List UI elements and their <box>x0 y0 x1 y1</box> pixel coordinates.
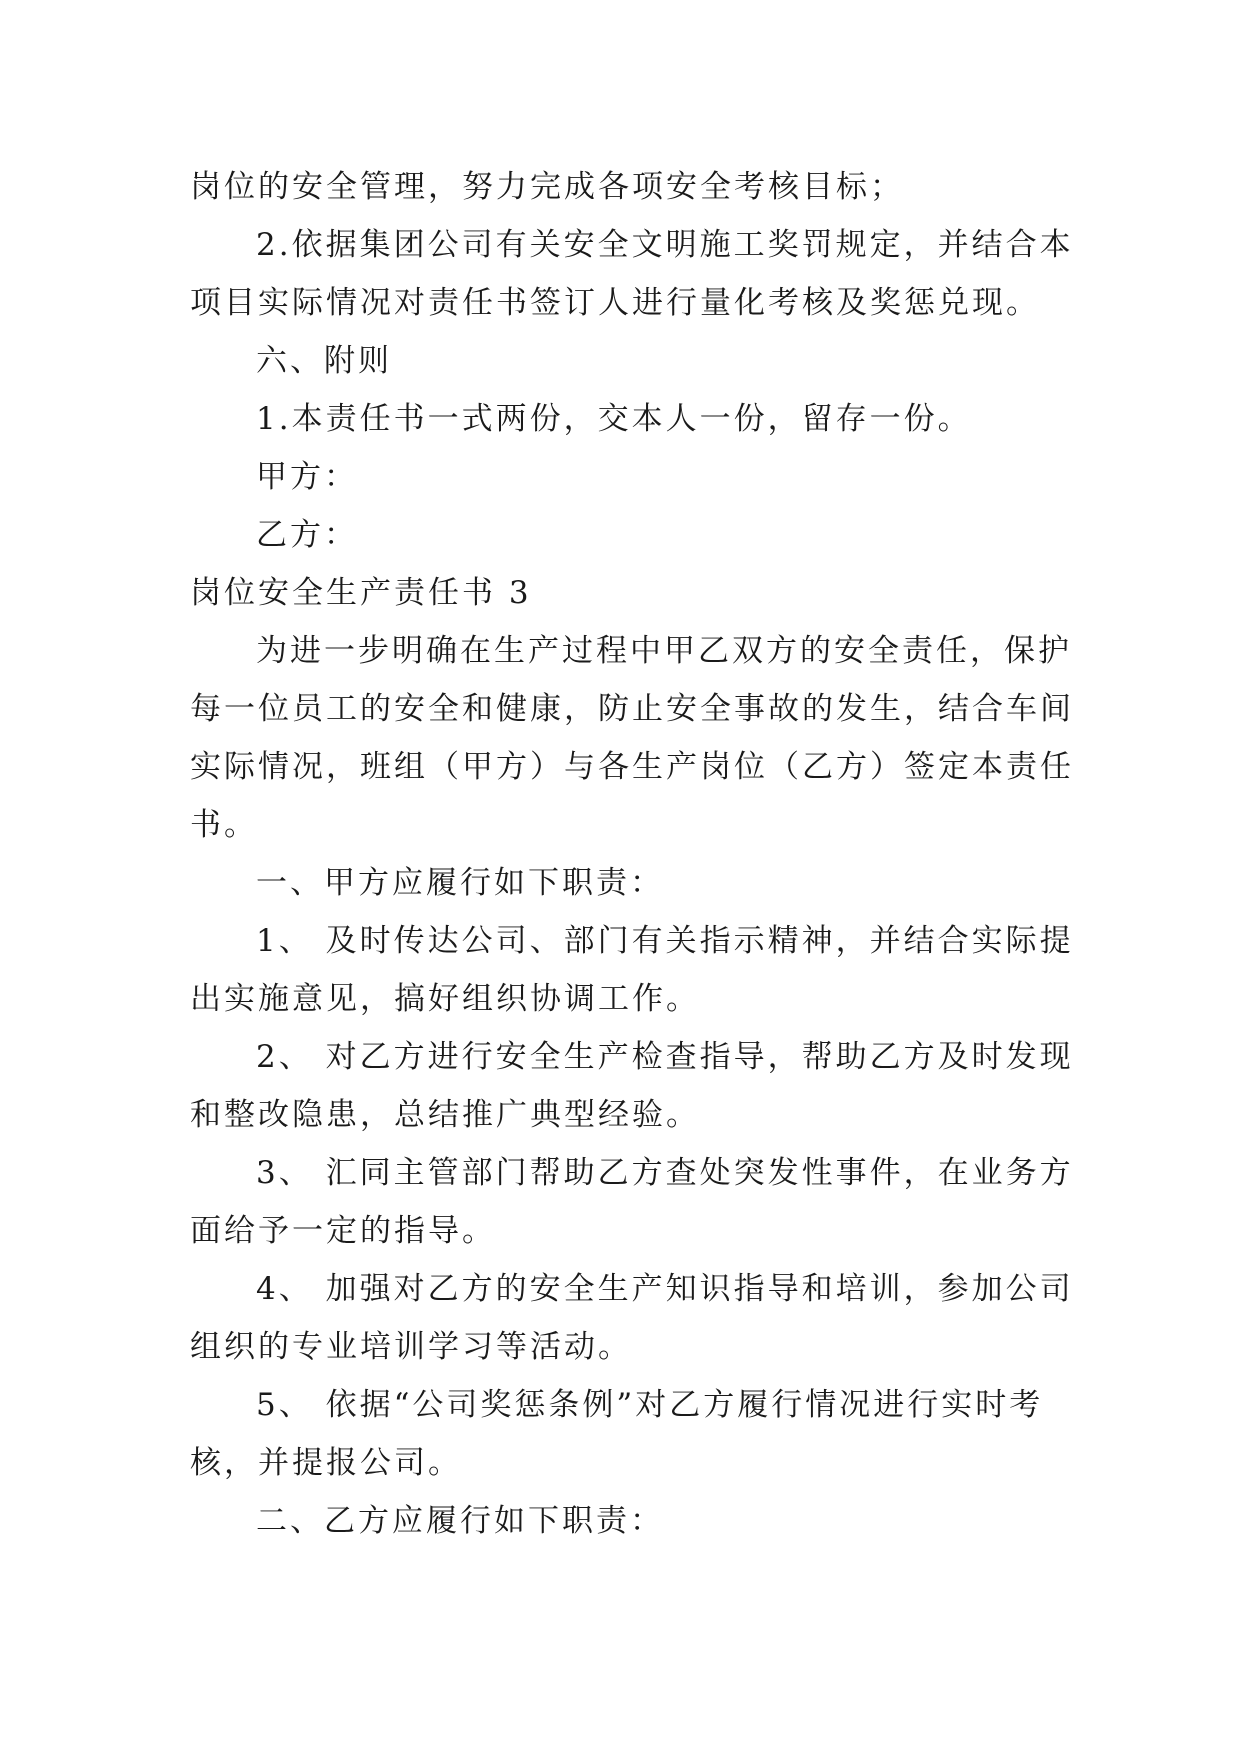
party-b-label: 乙方： <box>256 517 358 553</box>
text-line: 出实施意见，搞好组织协调工作。 <box>190 981 700 1017</box>
document-page <box>190 158 1074 1550</box>
section-heading: 六、附则 <box>256 343 392 379</box>
text-line: 面给予一定的指导。 <box>190 1213 496 1249</box>
text-line: 项目实际情况对责任书签订人进行量化考核及奖惩兑现。 <box>190 285 1040 321</box>
text-line: 3、 汇同主管部门帮助乙方查处突发性事件，在业务方 <box>256 1155 1074 1191</box>
text-line: 组织的专业培训学习等活动。 <box>190 1329 632 1365</box>
text-line: 5、 依据“公司奖惩条例”对乙方履行情况进行实时考 <box>256 1387 1044 1423</box>
text-line: 核，并提报公司。 <box>190 1445 462 1481</box>
text-line: 1.本责任书一式两份，交本人一份，留存一份。 <box>256 401 972 437</box>
text-line: 实际情况，班组（甲方）与各生产岗位（乙方）签定本责任 <box>190 749 1074 785</box>
text-line: 2、 对乙方进行安全生产检查指导，帮助乙方及时发现 <box>256 1039 1074 1075</box>
text-line: 书。 <box>190 807 258 843</box>
text-line: 每一位员工的安全和健康，防止安全事故的发生，结合车间 <box>190 691 1074 727</box>
text-line: 和整改隐患，总结推广典型经验。 <box>190 1097 700 1133</box>
text-line: 4、 加强对乙方的安全生产知识指导和培训，参加公司 <box>256 1271 1074 1307</box>
text-line: 1、 及时传达公司、部门有关指示精神，并结合实际提 <box>256 923 1074 959</box>
document-title: 岗位安全生产责任书 3 <box>190 575 532 611</box>
section-heading: 一、甲方应履行如下职责： <box>256 865 664 901</box>
party-a-label: 甲方： <box>256 459 358 495</box>
text-line: 2.依据集团公司有关安全文明施工奖罚规定，并结合本 <box>256 227 1074 263</box>
section-heading: 二、乙方应履行如下职责： <box>256 1503 664 1539</box>
text-line: 岗位的安全管理，努力完成各项安全考核目标； <box>190 169 904 205</box>
text-line: 为进一步明确在生产过程中甲乙双方的安全责任，保护 <box>256 633 1072 669</box>
